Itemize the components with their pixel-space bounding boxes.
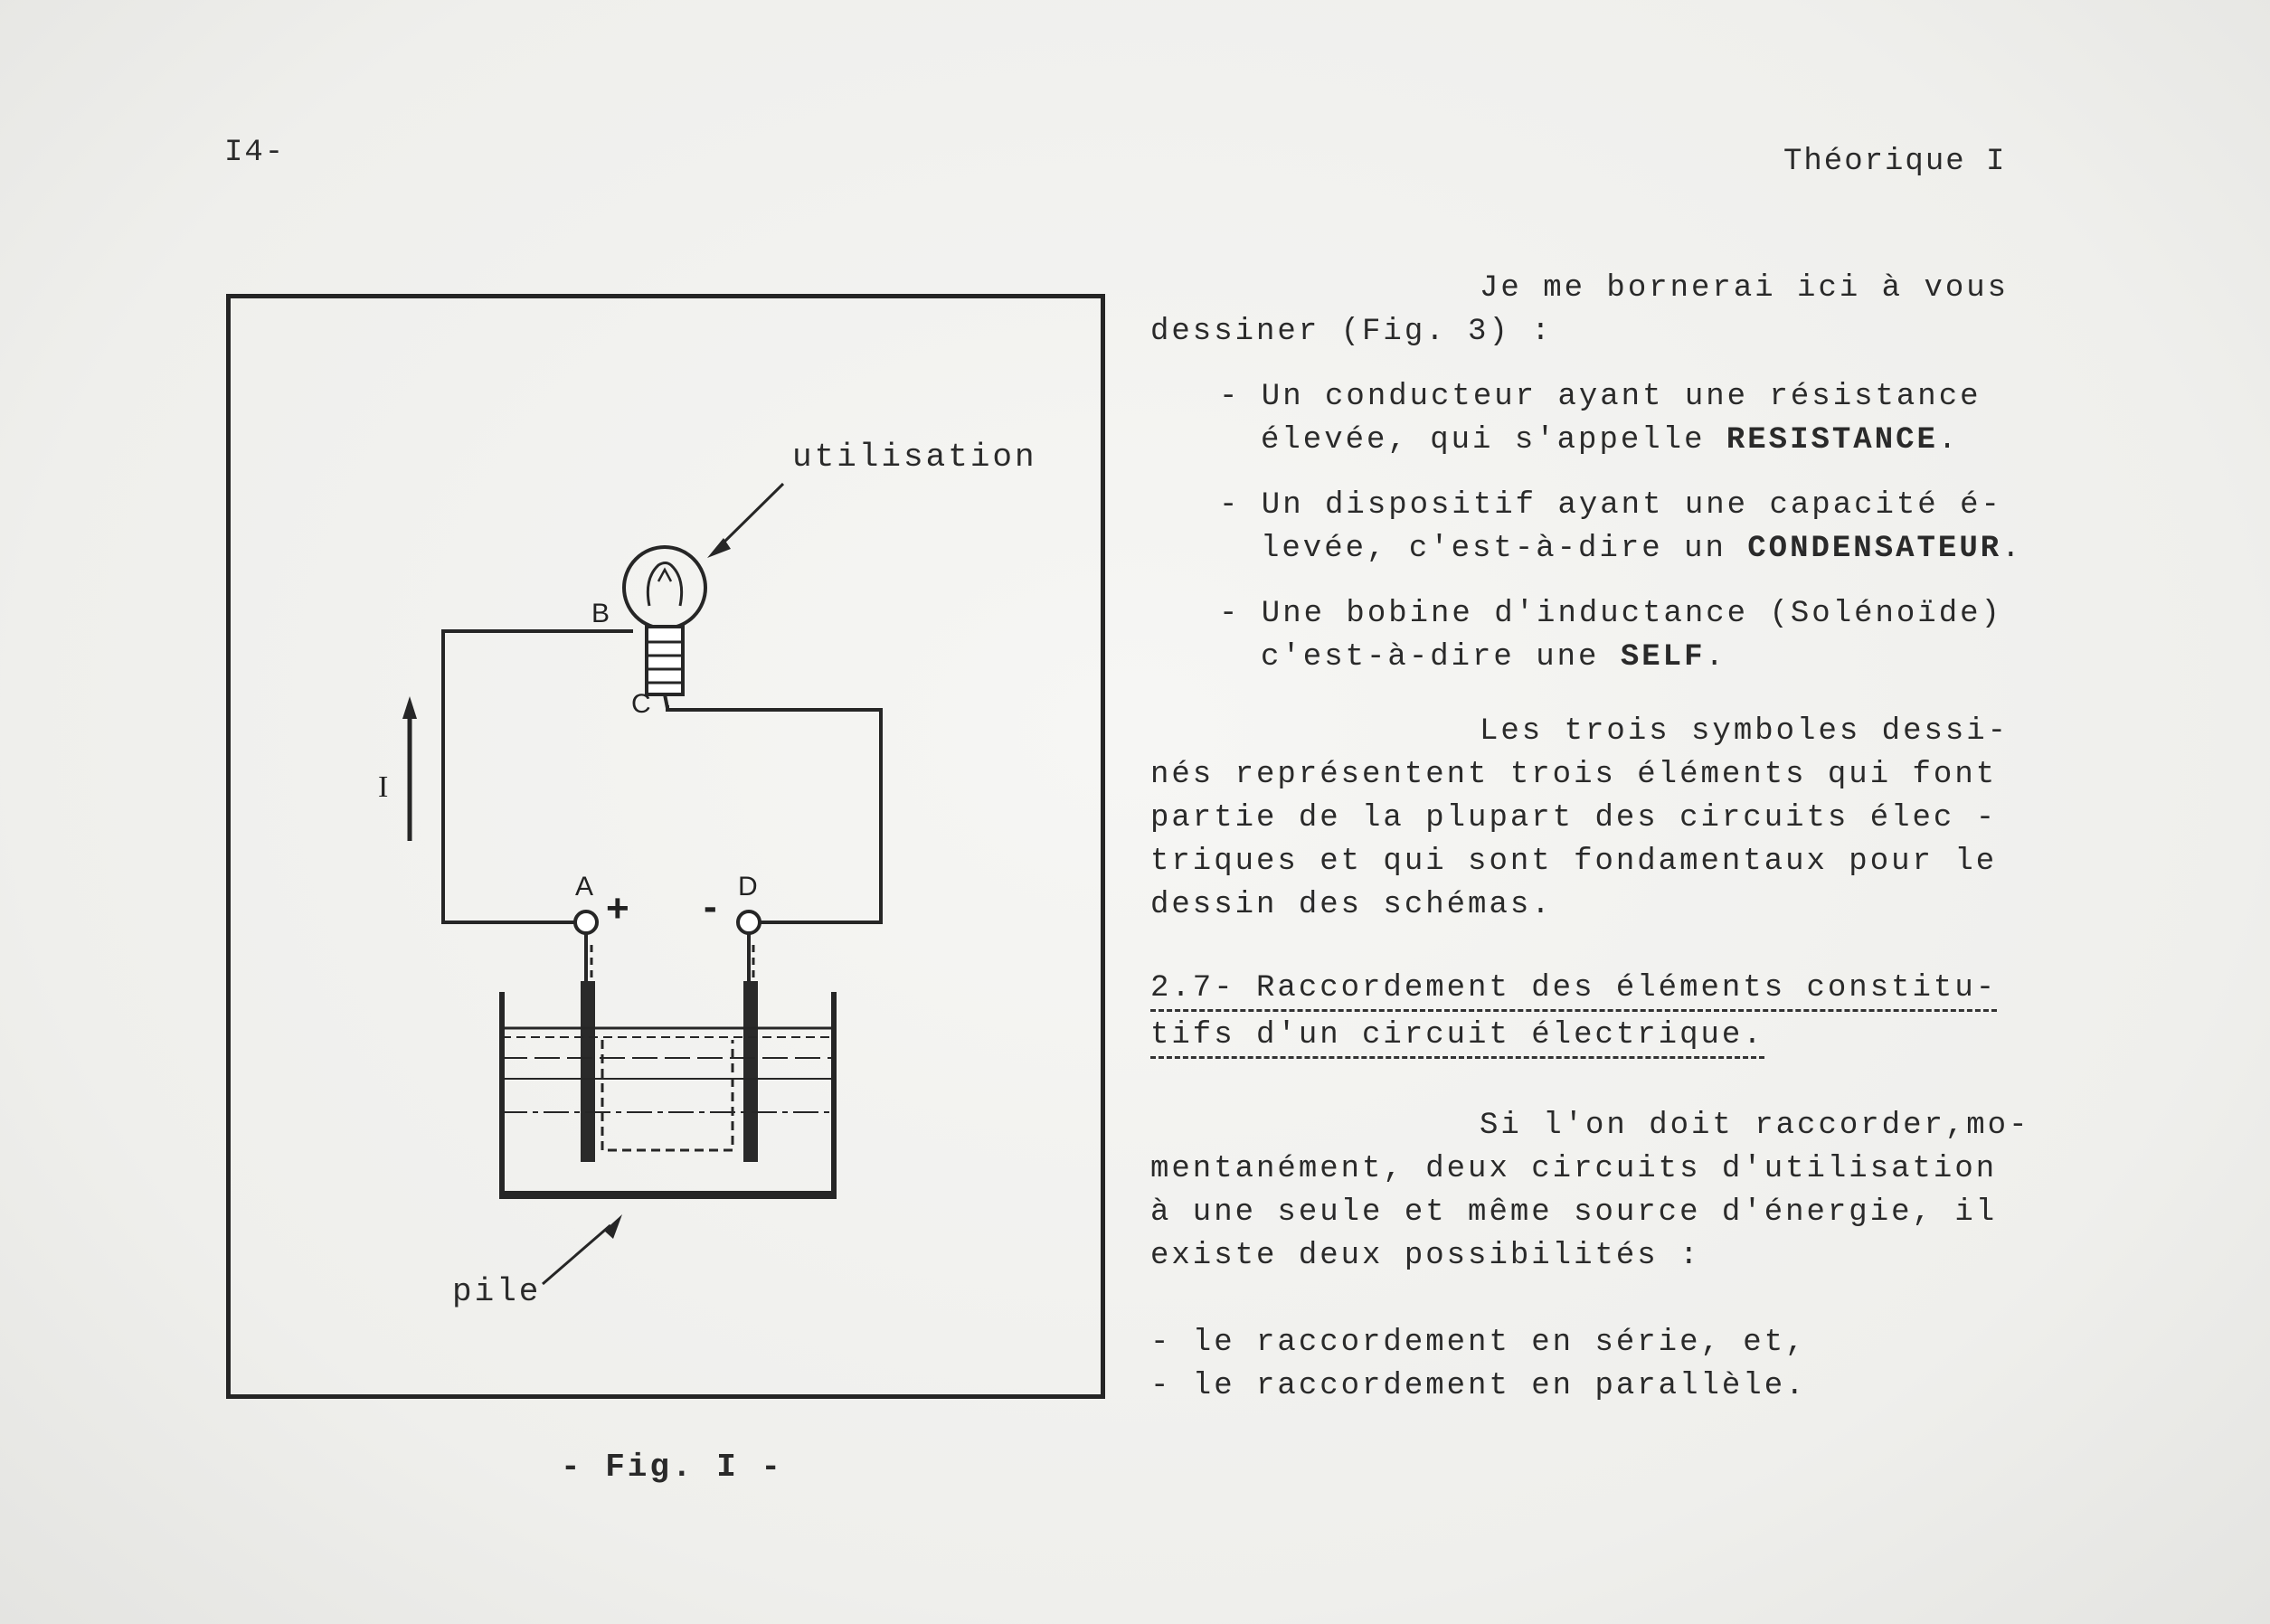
bulb-base [647, 627, 683, 694]
label-current-I: I [378, 770, 389, 804]
label-utilisation: utilisation [792, 439, 1037, 476]
label-A: A [575, 872, 594, 902]
term-resistance: RESISTANCE [1726, 423, 1938, 458]
term-self: SELF [1620, 640, 1706, 675]
item2-text: levée, c'est-à-dire un [1261, 532, 1748, 566]
item2-period: . [2001, 532, 2023, 566]
item1-line-1: - Un conducteur ayant une résistance [1219, 380, 1982, 414]
term-condensateur: CONDENSATEUR [1747, 532, 2002, 566]
label-B: B [591, 599, 610, 628]
terminal-D [738, 911, 760, 933]
item2-line-2 [1261, 532, 2023, 566]
bulb-glass [624, 547, 705, 628]
item1-line-2 [1261, 423, 1959, 458]
para1-line-4: triques et qui sont fondamentaux pour le [1150, 845, 1998, 879]
utilisation-pointer [719, 484, 783, 547]
item1-text: élevée, qui s'appelle [1261, 423, 1726, 458]
bulb-filament-inner [658, 570, 671, 581]
para1-line-2: nés représentent trois éléments qui font [1150, 758, 1998, 792]
item3-text: c'est-à-dire une [1261, 640, 1621, 675]
pile-container [502, 992, 834, 1196]
current-arrow-head [402, 696, 417, 719]
section-heading-text-2: tifs d'un circuit électrique. [1150, 1018, 1764, 1059]
wire-right [667, 705, 881, 922]
wire-left [443, 631, 633, 922]
section-heading-text-1: 2.7- Raccordement des éléments constitu- [1150, 971, 1997, 1012]
item2-line-1: - Un dispositif ayant une capacité é- [1219, 488, 2002, 523]
para1-line-3: partie de la plupart des circuits élec - [1150, 801, 1998, 836]
para2-line-4: existe deux possibilités : [1150, 1239, 1701, 1273]
item1-period: . [1937, 423, 1960, 458]
section-heading-line-2 [1150, 1018, 1764, 1053]
para1-line-5: dessin des schémas. [1150, 888, 1553, 922]
figure-caption: - Fig. I - [561, 1449, 784, 1486]
intro-line-1: Je me bornerai ici à vous [1480, 271, 2010, 306]
electrode-positive [581, 981, 595, 1162]
electrode-negative [743, 981, 758, 1162]
pile-pointer [543, 1225, 610, 1284]
list-item-serie: - le raccordement en série, et, [1150, 1326, 1807, 1360]
para2-line-3: à une seule et même source d'énergie, il [1150, 1195, 1998, 1230]
label-minus: - [704, 884, 717, 929]
item3-line-2 [1261, 640, 1726, 675]
page-number: I4- [224, 136, 286, 170]
section-heading-line-1 [1150, 971, 1997, 1006]
label-D: D [738, 872, 758, 902]
intro-line-2: dessiner (Fig. 3) : [1150, 315, 1553, 349]
terminal-A [575, 911, 597, 933]
label-plus: + [606, 886, 629, 930]
label-C: C [631, 689, 651, 719]
running-title: Théorique I [1783, 145, 2007, 179]
para1-line-1: Les trois symboles dessi- [1480, 714, 2010, 749]
para2-line-2: mentanément, deux circuits d'utilisation [1150, 1152, 1998, 1186]
label-pile: pile [452, 1273, 542, 1310]
para2-line-1: Si l'on doit raccorder,mo- [1480, 1109, 2030, 1143]
list-item-parallele: - le raccordement en parallèle. [1150, 1369, 1807, 1403]
item3-line-1: - Une bobine d'inductance (Solénoïde) [1219, 597, 2002, 631]
item3-period: . [1705, 640, 1726, 675]
utilisation-pointer-head [707, 538, 731, 558]
